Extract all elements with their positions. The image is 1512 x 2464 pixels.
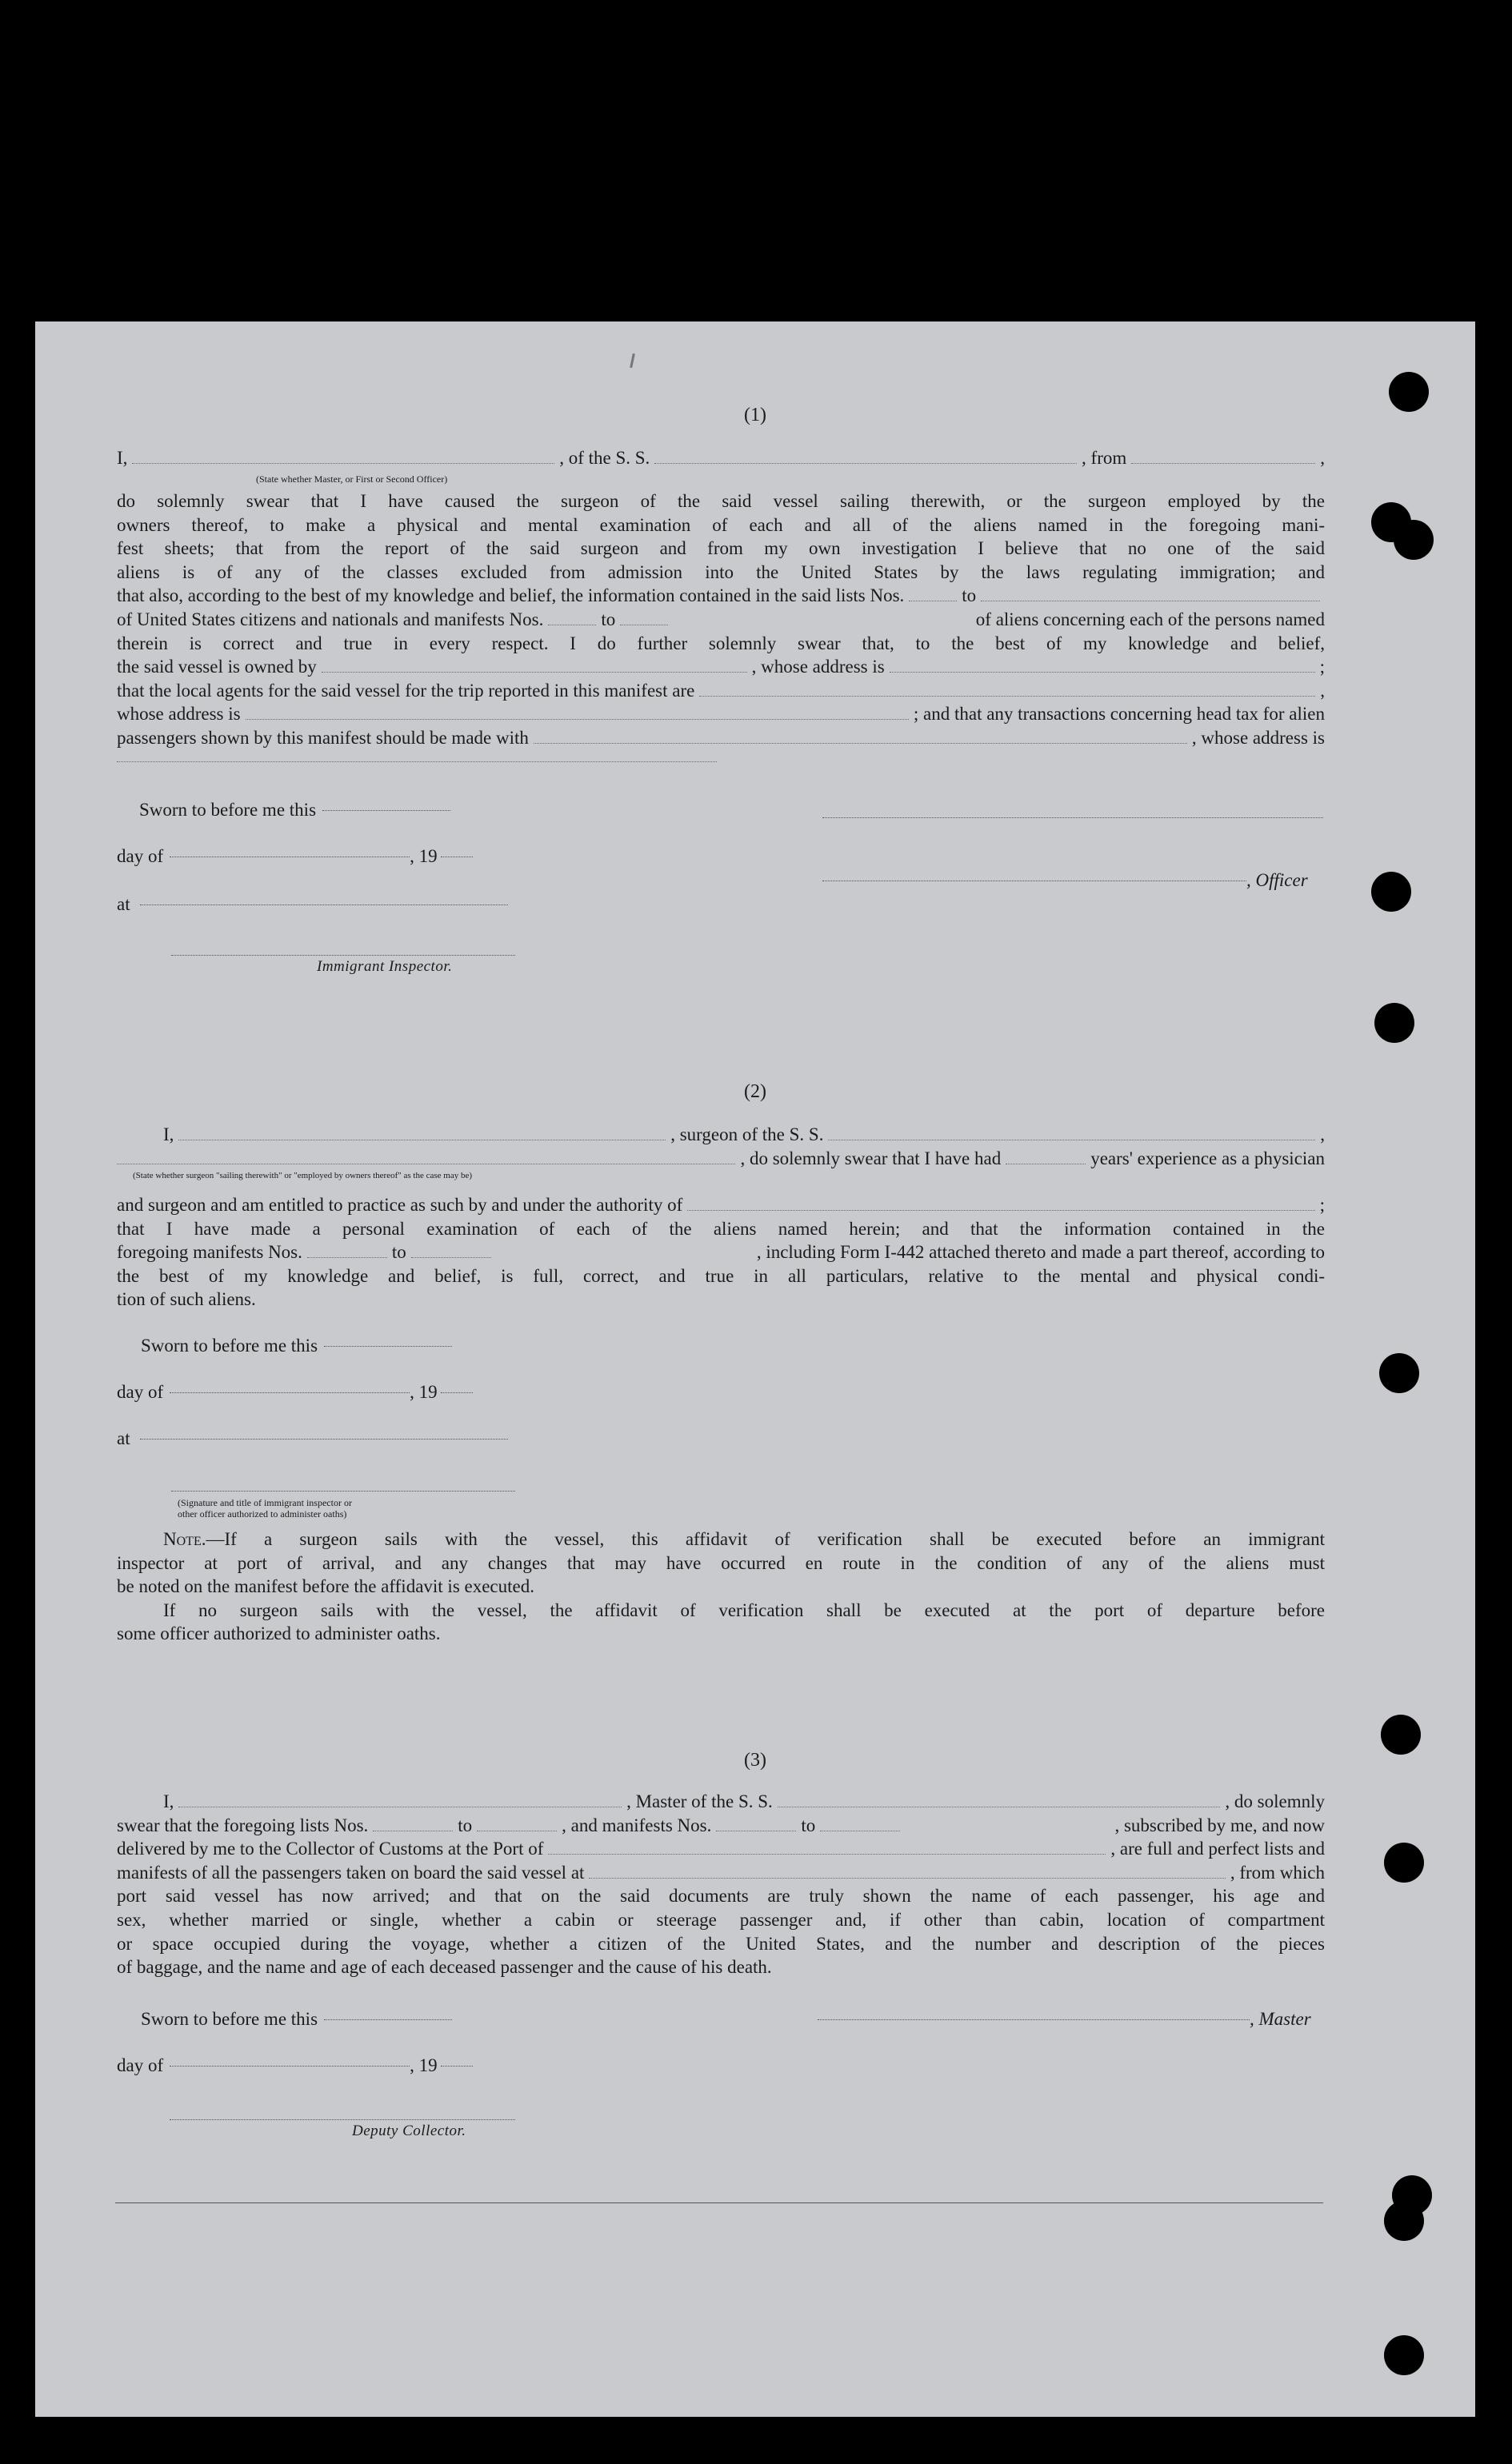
section-3-number: (3) [744, 1750, 766, 1771]
s2-sworn-row: Sworn to before me this [141, 1336, 452, 1356]
section-1-text: do solemnly swear that I have caused the surgeon of the said vessel sailing therewith, or the surgeon employed by the owners thereof, to make a physical and mental examination of each and all of the aliens named in the foregoing mani- fest sheets; that from the report of the said surgeon and from my own investigation I believe that no one of the said aliens is of any of the classes excluded from admission into the United States by the laws regulating immigration; and that also, according to the best of my knowledge and belief, the information contained in the said lists Nos. to of United States citizens and nationals and manifests Nos. to of aliens concerning each of the persons named therein is correct and true in every respect. I do further solemnly swear that, to the best of my knowledge and belief, the said vessel is owned by , whose address is ; that the local agents for the said vessel for the trip reported in this manifest are , whose address is ; and that any transactions concerning head tax for alien passengers shown by this manifest should be made with , whose address is [117, 489, 1325, 773]
vessel-name-field[interactable] [654, 452, 1077, 464]
boarding-port-field[interactable] [589, 1867, 1225, 1879]
s1-rank-hint: (State whether Master, or First or Second Officer) [256, 473, 448, 485]
s3-sworn-row: Sworn to before me this [141, 2009, 452, 2030]
s1-officer-signature-line[interactable] [822, 817, 1323, 818]
section-1-number: (1) [744, 405, 766, 425]
punch-hole [1374, 1003, 1414, 1043]
s2-signature-hint-2: other officer authorized to administer oaths) [178, 1508, 347, 1520]
s2-sworn-date-field[interactable] [324, 1346, 452, 1347]
section-2-note: Note.—If a surgeon sails with the vessel, this affidavit of verification shall be executed before an immigrant inspector at port of arrival, and any changes that may have occurred en route in the condition of any of the aliens must be noted on the manifest before the affidavit is executed. If no surgeon sails with the vessel, the affidavit of verification shall be executed at the port of departure before some officer authorized to administer oaths. [117, 1529, 1325, 1644]
s2-day-field[interactable] [170, 1392, 410, 1393]
s3-collector-label: Deputy Collector. [352, 2123, 466, 2139]
owner-address-field[interactable] [890, 661, 1315, 673]
section-2-body: I, , surgeon of the S. S. , , do solemnly swear that I have had years' experience as a physician [117, 1123, 1325, 1170]
authority-field[interactable] [687, 1199, 1314, 1211]
s2-status-hint: (State whether surgeon "sailing therewith" or "employed by owners thereof" as the case may be) [133, 1171, 473, 1180]
s3-lists-from-field[interactable] [373, 1819, 453, 1831]
s1-line-officer: I, , of the S. S. , from , [117, 448, 1326, 468]
section-3-body: I, , Master of the S. S. , do solemnly swear that the foregoing lists Nos. to , and manifests Nos. to , subscribed by me, and now delivered by me to the Collector of Customs at the Port of , are full and perfect lists and manifests of all the passengers taken on board the said vessel at , from which port said vessel has now arrived; and that on the said documents are truly shown the name of each passenger, his age and sex, whether married or single, whether a cabin or steerage passenger and, if other than cabin, location of compartment or space occupied during the voyage, whether a citizen of the United States, and the number and description of the pieces of baggage, and the name and age of each deceased passenger and the cause of his death. [117, 1791, 1326, 1978]
section-2-number: (2) [744, 1081, 766, 1102]
section-2-text: and surgeon and am entitled to practice as such by and under the authority of ; that I have made a personal examination of each of the aliens named herein; and that the information contained in the foregoing manifests Nos. to , including Form I-442 attached thereto and made a part thereof, according to the best of my knowledge and belief, is full, correct, and true in all particulars, relative to the mental and physical condi- tion of such aliens. [117, 1195, 1325, 1310]
s2-at-field[interactable] [140, 1439, 508, 1440]
agents-address-field[interactable] [246, 708, 909, 720]
owner-field[interactable] [322, 661, 747, 673]
master-name-field[interactable] [178, 1795, 622, 1807]
punch-hole [1384, 2335, 1424, 2375]
s3-day-field[interactable] [170, 2066, 410, 2067]
s1-sworn-row: Sworn to before me this [139, 800, 450, 821]
manifest-nos-to-field[interactable] [620, 613, 668, 625]
from-port-field[interactable] [1131, 452, 1315, 464]
customs-port-field[interactable] [548, 1843, 1106, 1855]
surgeon-name-field[interactable] [178, 1128, 666, 1140]
s2-nos-to-field[interactable] [411, 1246, 491, 1258]
s2-vessel-field[interactable] [828, 1128, 1315, 1140]
s2-officer-signature-line[interactable] [171, 1491, 515, 1492]
s1-inspector-signature-line[interactable] [171, 955, 515, 956]
s1-day-row: day of , 19 [117, 846, 473, 867]
s3-vessel-field[interactable] [778, 1795, 1221, 1807]
stray-mark [630, 353, 635, 368]
punch-hole [1384, 2201, 1424, 2241]
local-agents-field[interactable] [699, 685, 1315, 697]
s3-lists-to-field[interactable] [477, 1819, 557, 1831]
s3-sworn-date-field[interactable] [324, 2019, 452, 2020]
punch-hole [1381, 1715, 1421, 1755]
officer-rank-field[interactable] [132, 452, 554, 464]
head-tax-contact-field[interactable] [534, 732, 1187, 744]
s2-nos-from-field[interactable] [307, 1246, 387, 1258]
s1-at-row: at [117, 894, 508, 915]
s2-year-field[interactable] [441, 1392, 473, 1393]
s3-manifests-to-field[interactable] [820, 1819, 900, 1831]
punch-hole [1379, 1353, 1419, 1393]
s2-at-row: at [117, 1428, 508, 1449]
list-nos-from-field[interactable] [909, 589, 957, 601]
list-nos-to-field[interactable] [981, 589, 1320, 601]
head-tax-address-field[interactable] [117, 750, 717, 762]
s3-collector-signature-line[interactable] [170, 2119, 515, 2120]
s3-day-row: day of , 19 [117, 2055, 473, 2076]
punch-hole [1384, 1843, 1424, 1883]
s3-master-row: , Master [818, 2009, 1311, 2030]
years-experience-field[interactable] [1006, 1152, 1086, 1164]
s1-officer-row: , Officer [822, 870, 1308, 891]
s3-master-signature-field[interactable] [818, 2019, 1250, 2020]
punch-hole [1394, 520, 1434, 560]
bottom-rule [115, 2202, 1323, 2203]
s3-year-field[interactable] [441, 2066, 473, 2067]
s2-signature-hint-1: (Signature and title of immigrant inspector or [178, 1497, 352, 1508]
s2-day-row: day of , 19 [117, 1382, 473, 1403]
manifest-nos-from-field[interactable] [548, 613, 596, 625]
s3-manifests-from-field[interactable] [716, 1819, 796, 1831]
s1-sworn-date-field[interactable] [322, 810, 450, 811]
manifest-affidavit-sheet [35, 321, 1475, 2417]
surgeon-status-field[interactable] [117, 1152, 735, 1164]
punch-hole [1371, 872, 1411, 912]
s1-inspector-label: Immigrant Inspector. [317, 958, 453, 975]
section-1-body [117, 446, 1325, 470]
